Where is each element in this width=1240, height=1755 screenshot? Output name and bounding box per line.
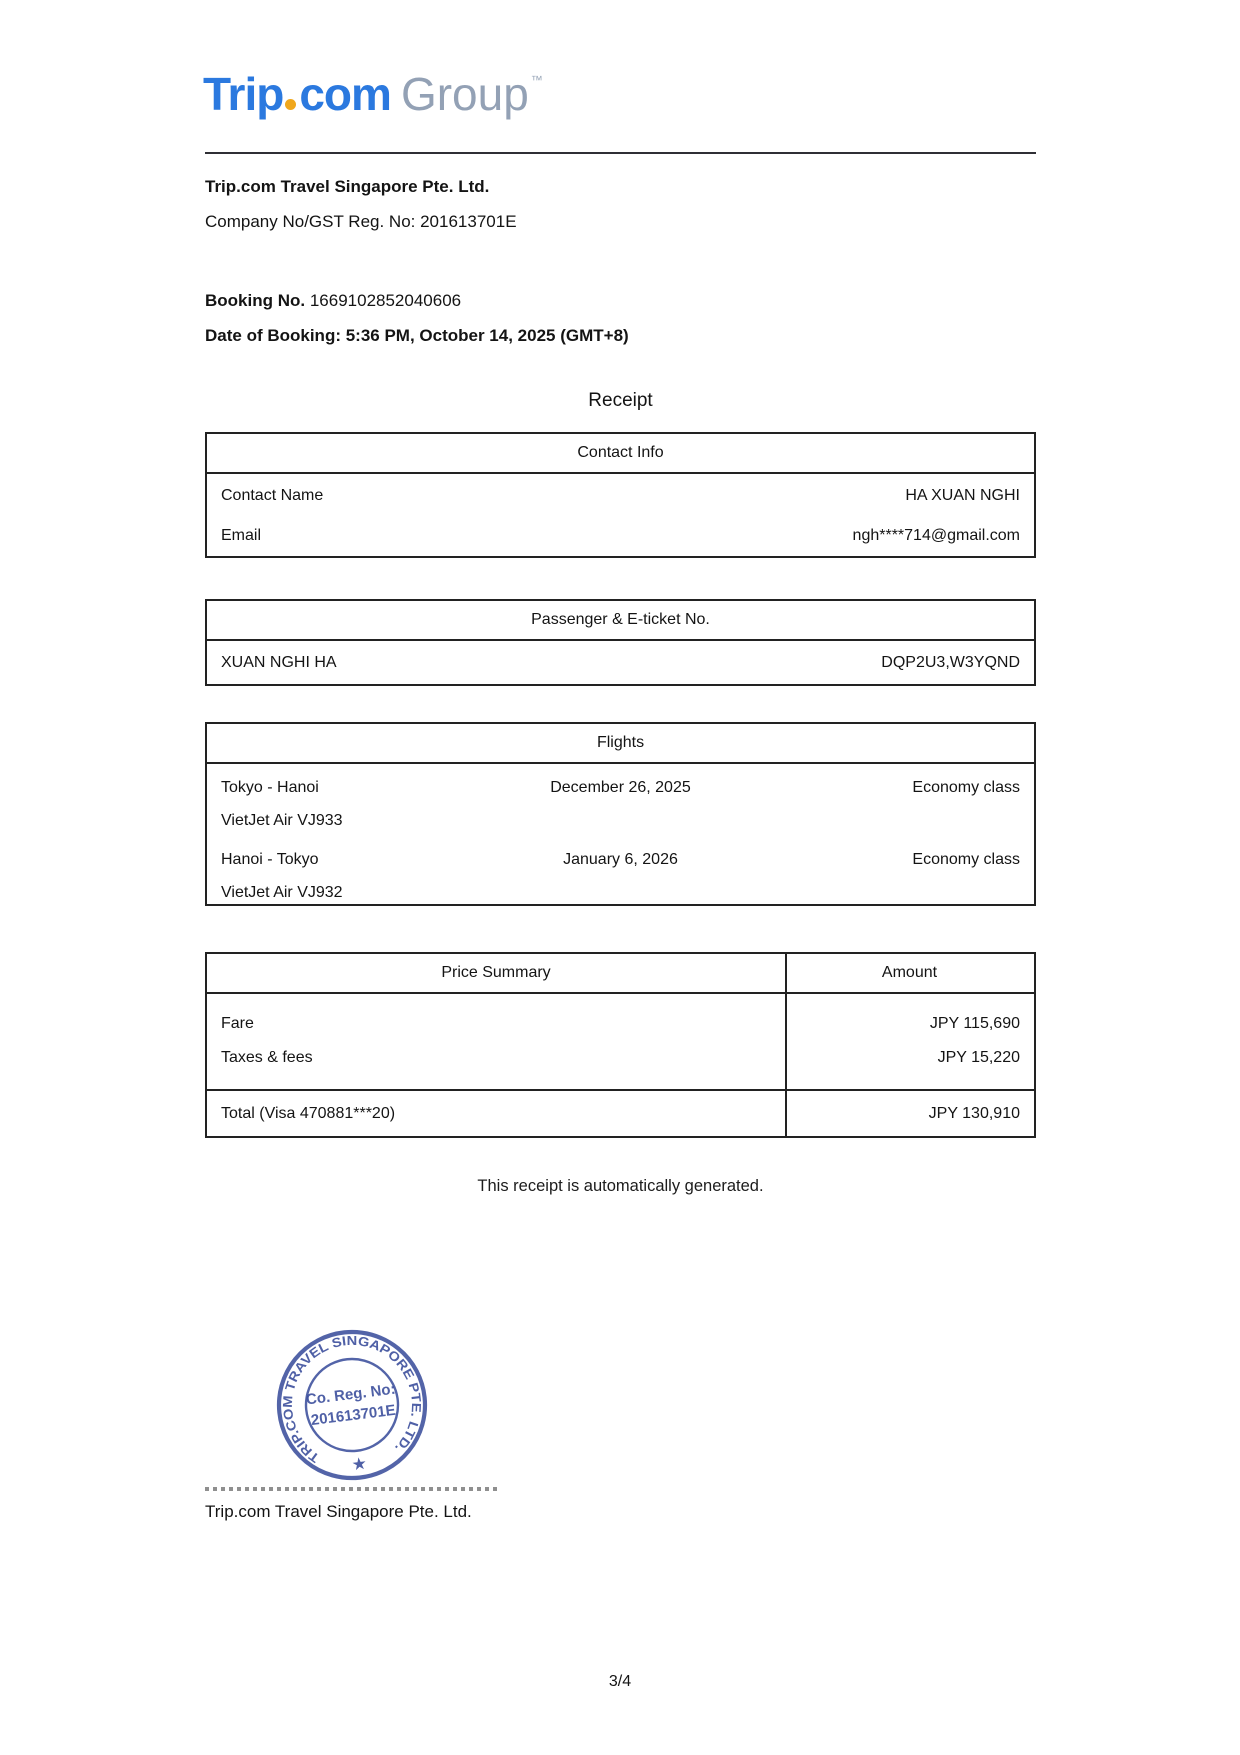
amount-header: Amount — [881, 964, 938, 981]
table-row — [207, 476, 1034, 516]
stamp-ring-text: TRIP.COM TRAVEL SINGAPORE PTE. LTD. — [279, 1332, 425, 1466]
booking-number-line — [205, 291, 461, 311]
price-summary-header: Price Summary — [441, 964, 551, 981]
logo-group-text: Group — [400, 68, 529, 120]
signature-company-name: Trip.com Travel Singapore Pte. Ltd. — [205, 1502, 472, 1521]
price-column-divider — [785, 954, 787, 1136]
price-body — [207, 994, 1034, 1089]
passenger-eticket-header: Passenger & E-ticket No. — [207, 601, 1034, 641]
flight-date: January 6, 2026 — [563, 851, 678, 868]
flight-summary-line — [221, 849, 1020, 871]
contact-name-label: Contact Name — [221, 487, 324, 504]
passenger-eticket-table — [205, 599, 1036, 686]
logo-dot-icon — [285, 99, 296, 110]
flight-carrier: VietJet Air VJ932 — [221, 884, 343, 901]
total-row — [207, 1089, 1034, 1136]
contact-info-body — [207, 474, 1034, 556]
page-number: 3/4 — [608, 1673, 632, 1690]
flight-row — [207, 764, 1034, 832]
stamp-reg-number: 201613701E — [310, 1401, 397, 1430]
price-summary-header-row — [207, 954, 1034, 994]
table-row — [207, 516, 1034, 556]
auto-generated-note: This receipt is automatically generated. — [477, 1177, 764, 1195]
flight-cabin-class: Economy class — [912, 851, 1020, 868]
flight-route: Tokyo - Hanoi — [221, 779, 319, 796]
flights-header: Flights — [207, 724, 1034, 764]
table-row — [207, 641, 1034, 684]
flight-date: December 26, 2025 — [550, 779, 691, 796]
booking-number-label: Booking No. — [205, 291, 306, 310]
price-summary-table — [205, 952, 1036, 1138]
signature-dashed-line — [205, 1487, 498, 1491]
contact-info-table — [205, 432, 1036, 558]
flight-cabin-class: Economy class — [912, 779, 1020, 796]
total-amount: JPY 130,910 — [928, 1104, 1020, 1122]
flights-table — [205, 722, 1036, 906]
fare-label: Fare — [221, 1015, 254, 1032]
table-row — [221, 1007, 1020, 1041]
logo-trip-text: Trip — [203, 68, 284, 120]
flight-summary-line — [221, 777, 1020, 799]
header-divider-line — [205, 152, 1036, 154]
stamp-reg-label: Co. Reg. No: — [305, 1380, 397, 1409]
contact-info-header: Contact Info — [207, 434, 1034, 474]
logo-com-text: com — [299, 68, 391, 120]
booking-date-line: Date of Booking: 5:36 PM, October 14, 2025 (GMT+8) — [205, 326, 629, 345]
eticket-number: DQP2U3,W3YQND — [881, 653, 1020, 671]
fare-amount: JPY 115,690 — [929, 1015, 1020, 1032]
taxes-fees-amount: JPY 15,220 — [937, 1049, 1020, 1066]
contact-name-value: HA XUAN NGHI — [905, 487, 1020, 504]
trademark-symbol: ™ — [530, 73, 543, 87]
flight-route: Hanoi - Tokyo — [221, 851, 319, 868]
tripcom-group-logo — [203, 68, 543, 121]
company-stamp — [262, 1315, 442, 1495]
taxes-fees-label: Taxes & fees — [221, 1049, 313, 1066]
stamp-star-icon: ★ — [350, 1453, 368, 1475]
receipt-title: Receipt — [588, 390, 653, 411]
total-label: Total (Visa 470881***20) — [221, 1104, 396, 1122]
flight-carrier: VietJet Air VJ933 — [221, 812, 343, 829]
table-row — [221, 1041, 1020, 1075]
company-name: Trip.com Travel Singapore Pte. Ltd. — [205, 177, 490, 196]
passenger-name: XUAN NGHI HA — [221, 653, 337, 671]
contact-email-label: Email — [221, 527, 262, 544]
company-registration: Company No/GST Reg. No: 201613701E — [205, 212, 517, 231]
contact-email-value: ngh****714@gmail.com — [852, 527, 1020, 544]
booking-number-value: 1669102852040606 — [309, 291, 462, 310]
flight-row — [207, 832, 1034, 904]
